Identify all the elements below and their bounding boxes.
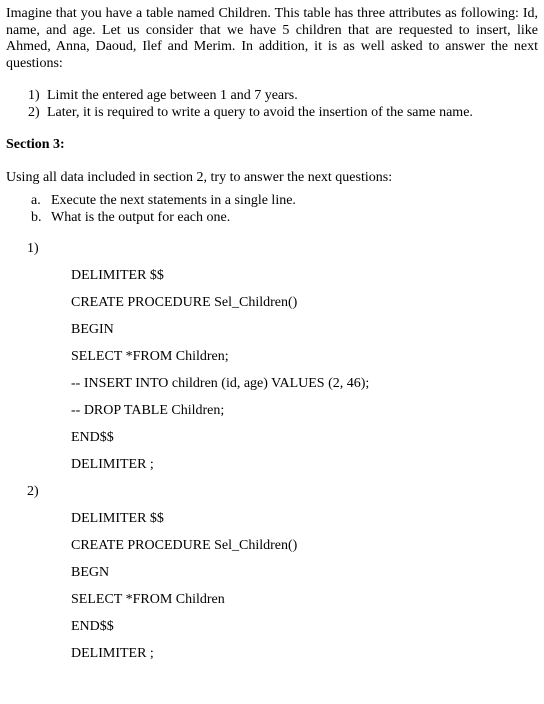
code-line: -- INSERT INTO children (id, age) VALUES (2, 46); (71, 376, 370, 391)
code-block-number: 2) (27, 484, 39, 499)
code-line: CREATE PROCEDURE Sel_Children() (71, 538, 298, 553)
code-line: END$$ (71, 619, 114, 634)
code-line: SELECT *FROM Children (71, 592, 225, 607)
list-item-number: 1) (28, 88, 40, 103)
list-item-letter: a. (31, 193, 41, 208)
list-item-text: Execute the next statements in a single line. (51, 193, 296, 208)
code-line: BEGIN (71, 322, 114, 337)
list-item (31, 193, 296, 210)
code-line: DELIMITER $$ (71, 511, 164, 526)
code-line: -- DROP TABLE Children; (71, 403, 225, 418)
intro-paragraph: Imagine that you have a table named Children. This table has three attributes as following: Id, name, and age. Let us consider that we have 5 children that are requested to insert, like Ahmed, Anna, Daoud, Ilef and Merim. In addition, it is as well asked to answer the next questions: (6, 6, 538, 71)
list-item-text: What is the output for each one. (51, 209, 231, 225)
requirements-list (28, 88, 473, 121)
list-item (28, 88, 473, 105)
code-block-number: 1) (27, 241, 39, 256)
code-line: BEGN (71, 565, 110, 580)
section-intro: Using all data included in section 2, try to answer the next questions: (6, 170, 393, 185)
list-item (31, 210, 296, 227)
task-list (31, 193, 296, 226)
list-item (28, 105, 473, 122)
code-line: DELIMITER $$ (71, 268, 164, 283)
code-line: DELIMITER ; (71, 457, 154, 472)
list-item-text: Limit the entered age between 1 and 7 years. (47, 88, 298, 103)
section-heading: Section 3: (6, 137, 65, 152)
list-item-letter: b. (31, 209, 42, 225)
list-item-text: Later, it is required to write a query to avoid the insertion of the same name. (47, 104, 473, 120)
code-line: SELECT *FROM Children; (71, 349, 229, 364)
code-line: END$$ (71, 430, 114, 445)
code-line: CREATE PROCEDURE Sel_Children() (71, 295, 298, 310)
code-line: DELIMITER ; (71, 646, 154, 661)
list-item-number: 2) (28, 104, 40, 120)
